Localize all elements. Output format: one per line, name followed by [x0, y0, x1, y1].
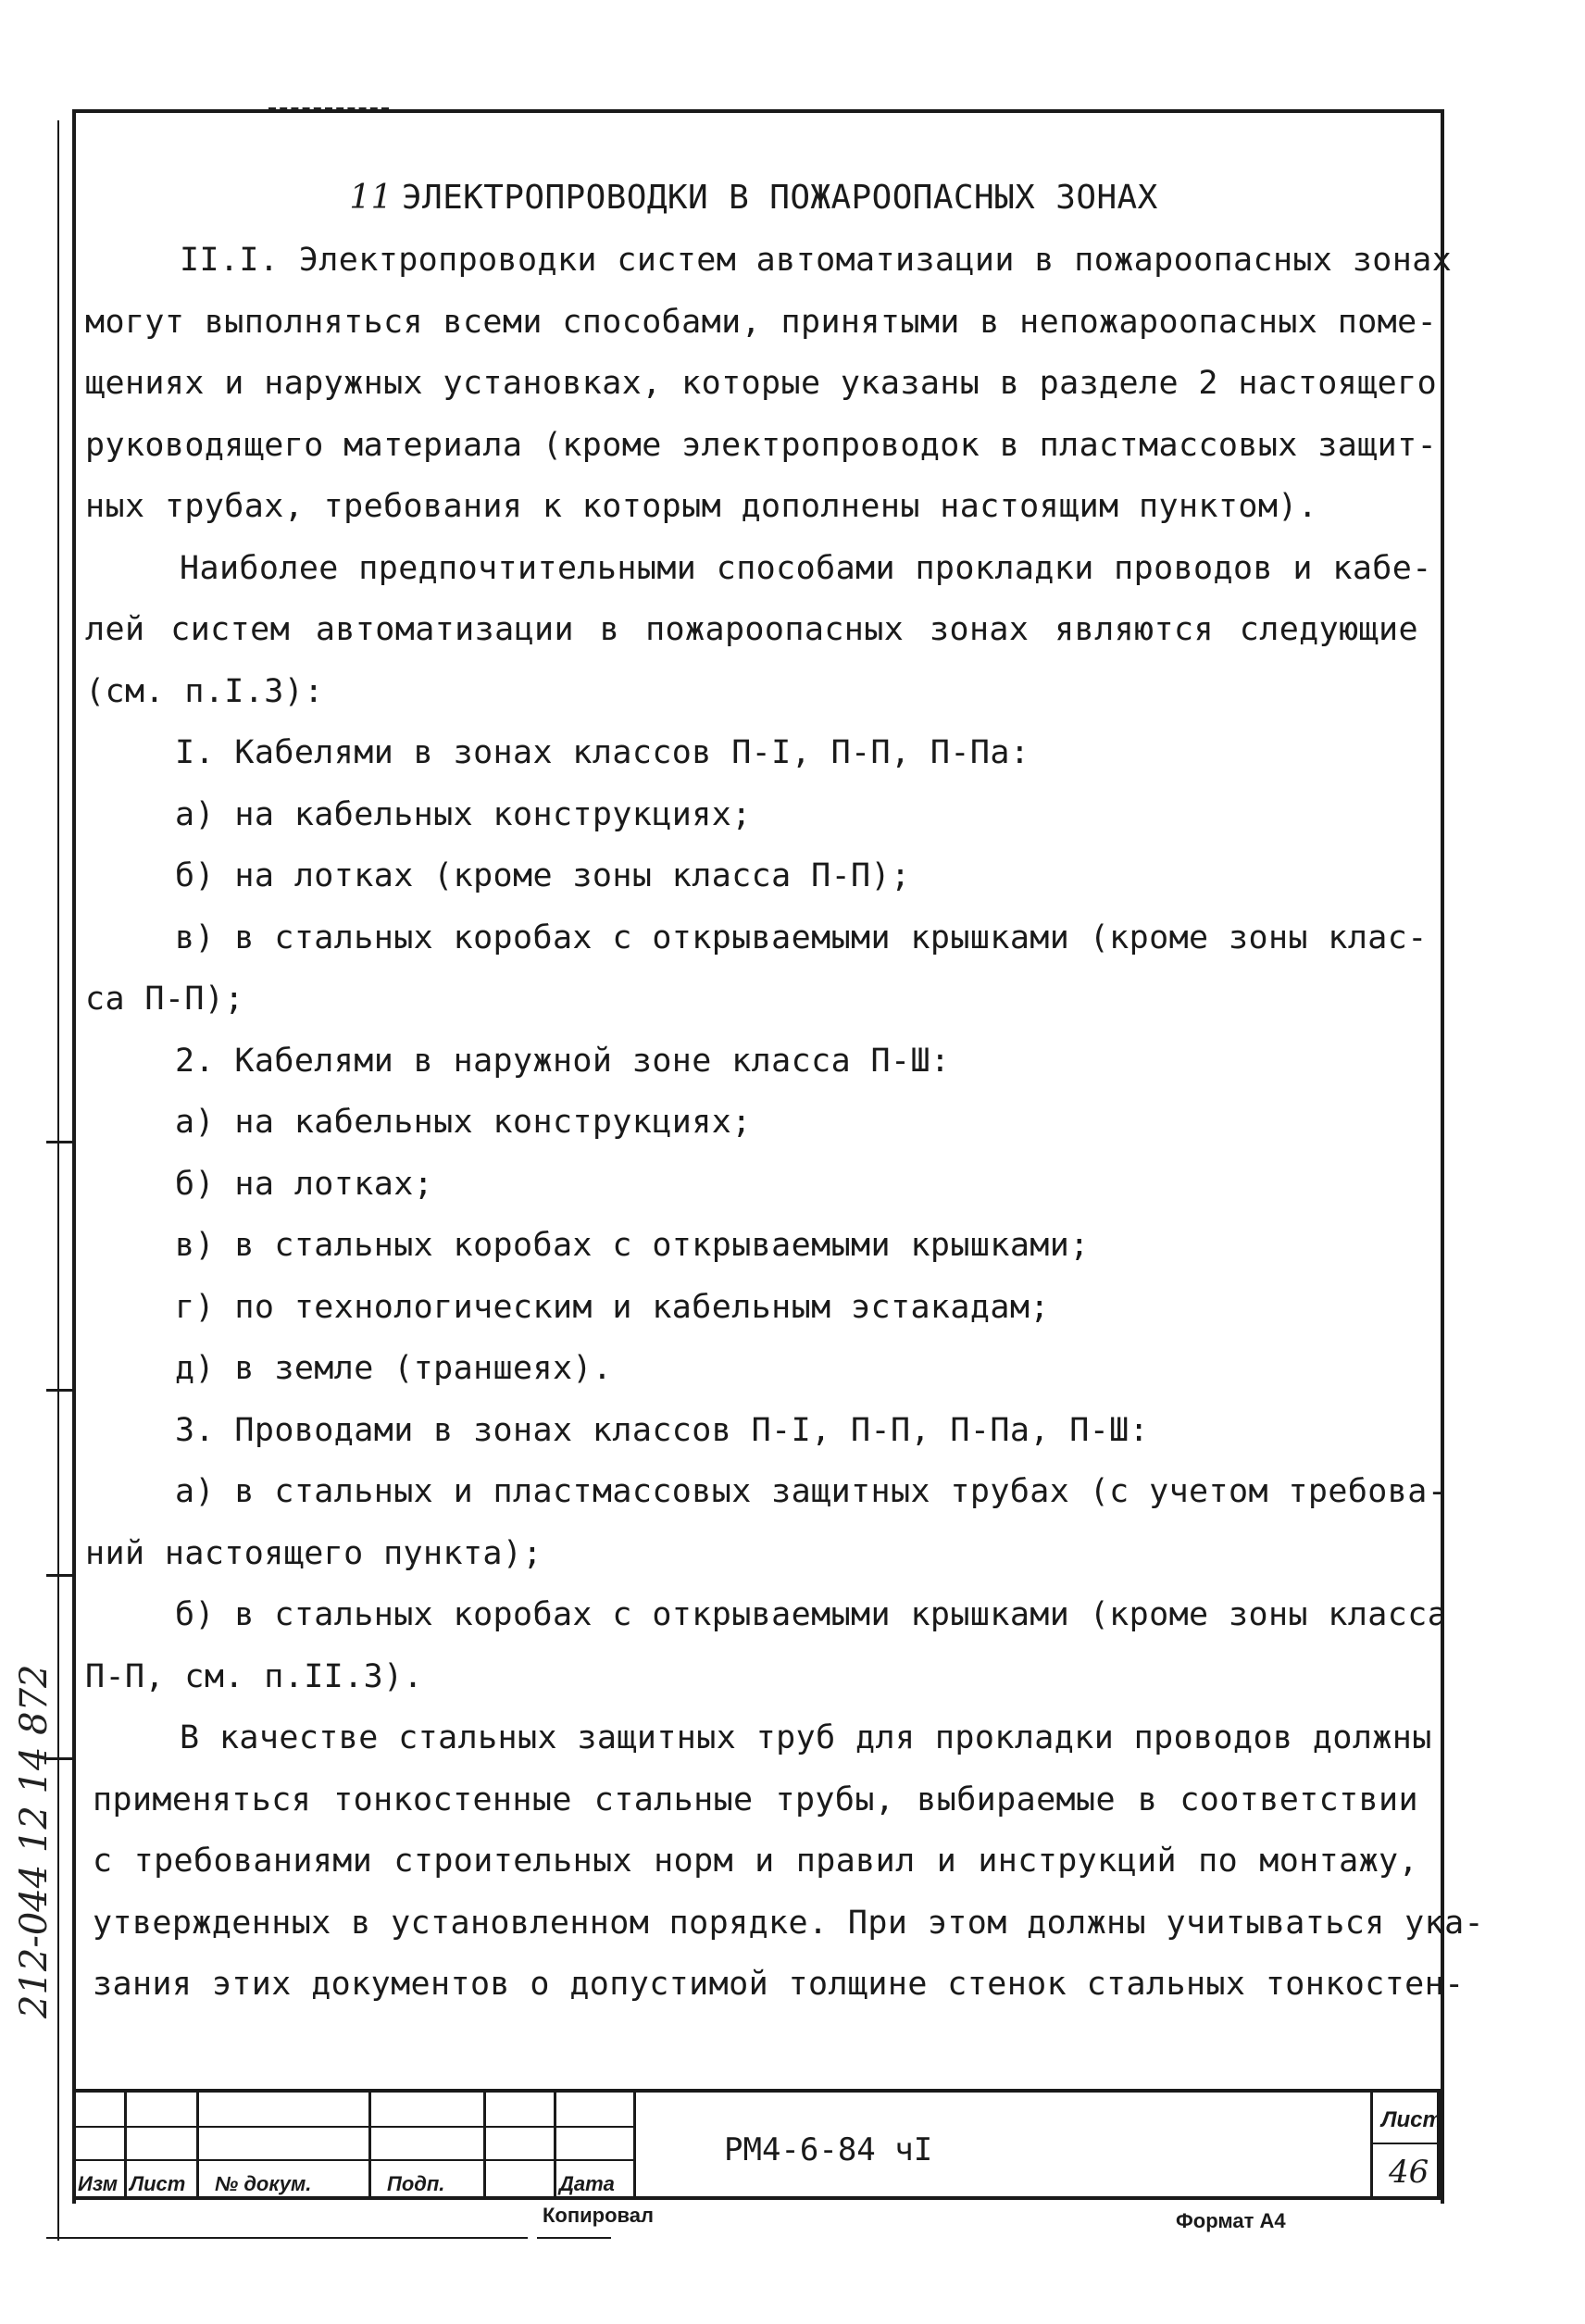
list-item: а) в стальных и пластмассовых защитных трубах (с учетом требова- [175, 1473, 1448, 1510]
list-heading: I. Кабелями в зонах классов П-I, П-П, П-Па: [175, 734, 1030, 771]
handwritten-side-note: 212-044 12 14 872 [13, 1664, 56, 2018]
list-item: б) на лотках (кроме зоны класса П-П); [175, 857, 911, 894]
paragraph-line: лей систем автоматизации в пожароопасных зонах являются следующие [85, 611, 1418, 648]
paragraph-line: применяться тонкостенные стальные трубы, выбираемые в соответствии [93, 1780, 1418, 1818]
list-item: а) на кабельных конструкциях; [175, 795, 752, 833]
binding-margin-line [57, 120, 59, 2241]
list-item: б) в стальных коробах с открываемыми крышками (кроме зоны класса [175, 1596, 1448, 1633]
grid-line [76, 2126, 633, 2128]
col-label-date: Дата [559, 2172, 615, 2195]
list-heading: 2. Кабелями в наружной зоне класса П-Ш: [175, 1042, 951, 1080]
grid-line [76, 2159, 633, 2161]
margin-tick [46, 1389, 72, 1392]
copied-by-label: Копировал [543, 2204, 655, 2227]
col-label-change: Изм [78, 2172, 119, 2195]
grid-line [554, 2093, 556, 2200]
col-label-signature: Подп. [387, 2172, 445, 2195]
paragraph-line: Наиболее предпочтительными способами прокладки проводов и кабе- [180, 549, 1432, 587]
list-heading: 3. Проводами в зонах классов П-I, П-П, П-Па, П-Ш: [175, 1411, 1150, 1449]
list-item: в) в стальных коробах с открываемыми крышками (кроме зоны клас- [175, 918, 1428, 956]
col-label-sheet: Лист [130, 2172, 186, 2195]
list-item: д) в земле (траншеях). [175, 1350, 613, 1387]
col-label-doc-number: № докум. [215, 2172, 312, 2195]
bottom-rule [46, 2237, 528, 2239]
section-title: ЭЛЕКТРОПРОВОДКИ В ПОЖАРООПАСНЫХ ЗОНАХ [401, 179, 1158, 217]
paragraph-line: щениях и наружных установках, которые указаны в разделе 2 настоящего [85, 365, 1438, 402]
margin-tick [46, 1141, 72, 1143]
document-code: РМ4-6-84 чI [724, 2131, 933, 2168]
list-item-continuation: П-П, см. п.II.3). [85, 1657, 424, 1695]
grid-line [124, 2093, 127, 2200]
list-item: б) на лотках; [175, 1165, 434, 1203]
paragraph-line: В качестве стальных защитных труб для прокладки проводов должны [180, 1719, 1432, 1756]
paragraph-line: с требованиями строительных норм и правил и инструкций по монтажу, [93, 1843, 1418, 1880]
grid-line [1370, 2093, 1373, 2200]
list-item: г) по технологическим и кабельным эстакадам; [175, 1288, 1050, 1326]
list-item-continuation: ний настоящего пункта); [85, 1534, 543, 1572]
paragraph-line: (см. п.I.3): [85, 672, 324, 710]
list-item: а) на кабельных конструкциях; [175, 1104, 752, 1141]
title-block [72, 2089, 1441, 2200]
paragraph-line: II.I. Электропроводки систем автоматизации в пожароопасных зонах [180, 242, 1453, 279]
paragraph-line: могут выполняться всеми способами, принятыми в непожароопасных поме- [85, 303, 1438, 341]
sheet-label: Лист [1381, 2107, 1442, 2132]
grid-line [196, 2093, 199, 2200]
document-body [78, 167, 1485, 2016]
margin-tick [46, 1574, 72, 1577]
section-number: 11 [349, 179, 393, 217]
format-label: Формат А4 [1176, 2209, 1286, 2232]
paragraph-line: утвержденных в установленном порядке. При этом должны учитываться ука- [93, 1904, 1485, 1942]
section-heading [78, 167, 1429, 230]
grid-line [633, 2093, 636, 2200]
list-item: в) в стальных коробах с открываемыми крышками; [175, 1227, 1090, 1264]
grid-line [1370, 2143, 1441, 2144]
sheet-number: 46 [1389, 2154, 1429, 2191]
paragraph-line: ных трубах, требования к которым дополнены настоящим пунктом). [85, 488, 1318, 525]
list-item-continuation: са П-П); [85, 981, 244, 1018]
paragraph-line: зания этих документов о допустимой толщине стенок стальных тонкостен- [93, 1966, 1465, 2003]
paragraph-line: руководящего материала (кроме электропроводок в пластмассовых защит- [85, 426, 1438, 464]
grid-line [368, 2093, 371, 2200]
grid-line [483, 2093, 486, 2200]
bottom-rule [537, 2237, 611, 2239]
